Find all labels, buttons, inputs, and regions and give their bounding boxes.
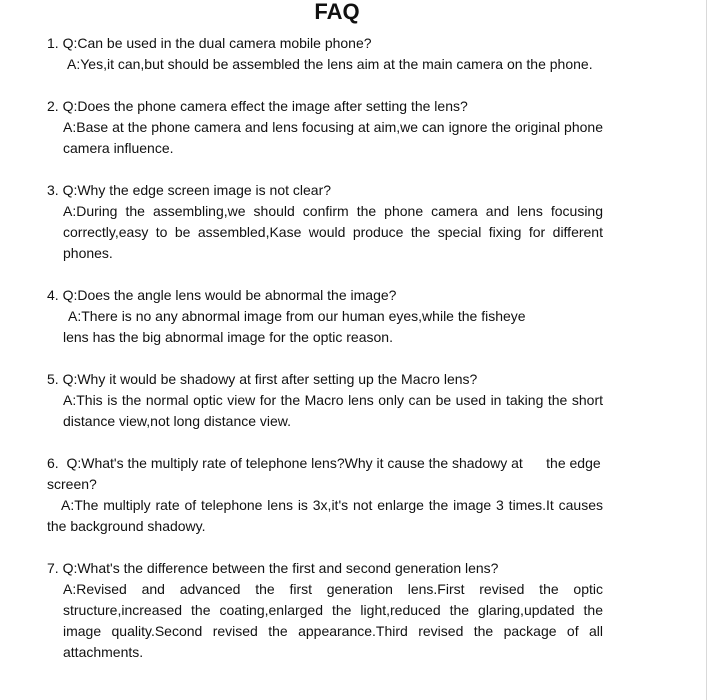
faq-question-1: 1. Q:Can be used in the dual camera mobile phone?	[47, 35, 372, 51]
faq-answer-5: A:This is the normal optic view for the Macro lens only can be used in taking the short distance view,not long distance view.	[63, 392, 603, 429]
faq-question-3: 3. Q:Why the edge screen image is not clear?	[47, 182, 332, 198]
faq-item-2	[47, 96, 603, 159]
faq-answer-3: A:During the assembling,we should confirm the phone camera and lens focusing correctly,easy to be assembled,Kase would produce the special fixing for different phones.	[63, 203, 603, 261]
faq-item-3	[47, 180, 603, 264]
faq-item-5	[47, 369, 603, 432]
faq-answer-4-line-2: lens has the big abnormal image for the optic reason.	[63, 329, 393, 345]
faq-item-4	[47, 285, 603, 348]
faq-item-6	[47, 453, 603, 537]
faq-question-6: 6. Q:What's the multiply rate of telephone lens?Why it cause the shadowy at the edge screen?	[47, 455, 605, 492]
faq-question-7: 7. Q:What's the difference between the first and second generation lens?	[47, 560, 499, 576]
faq-answer-2: A:Base at the phone camera and lens focusing at aim,we can ignore the original phone camera influence.	[63, 119, 603, 156]
faq-item-7	[47, 558, 603, 663]
faq-answer-6: A:The multiply rate of telephone lens is 3x,it's not enlarge the image 3 times.It causes the background shadowy.	[47, 497, 603, 534]
faq-answer-4-line-1: A:There is no any abnormal image from our human eyes,while the fisheye	[68, 308, 526, 324]
faq-question-4: 4. Q:Does the angle lens would be abnormal the image?	[47, 287, 397, 303]
faq-answer-1: A:Yes,it can,but should be assembled the lens aim at the main camera on the phone.	[67, 56, 593, 72]
faq-question-2: 2. Q:Does the phone camera effect the image after setting the lens?	[47, 98, 468, 114]
faq-item-1	[47, 33, 603, 75]
faq-list	[47, 33, 603, 684]
page-edge-divider	[706, 0, 707, 700]
faq-answer-7: A:Revised and advanced the first generation lens.First revised the optic structure,increased the coating,enlarged the light,reduced the glaring,updated the image quality.Second revised the appearance.Third revised the package of all attachments.	[63, 581, 603, 660]
page-title: FAQ	[314, 0, 360, 24]
faq-question-5: 5. Q:Why it would be shadowy at first after setting up the Macro lens?	[47, 371, 478, 387]
